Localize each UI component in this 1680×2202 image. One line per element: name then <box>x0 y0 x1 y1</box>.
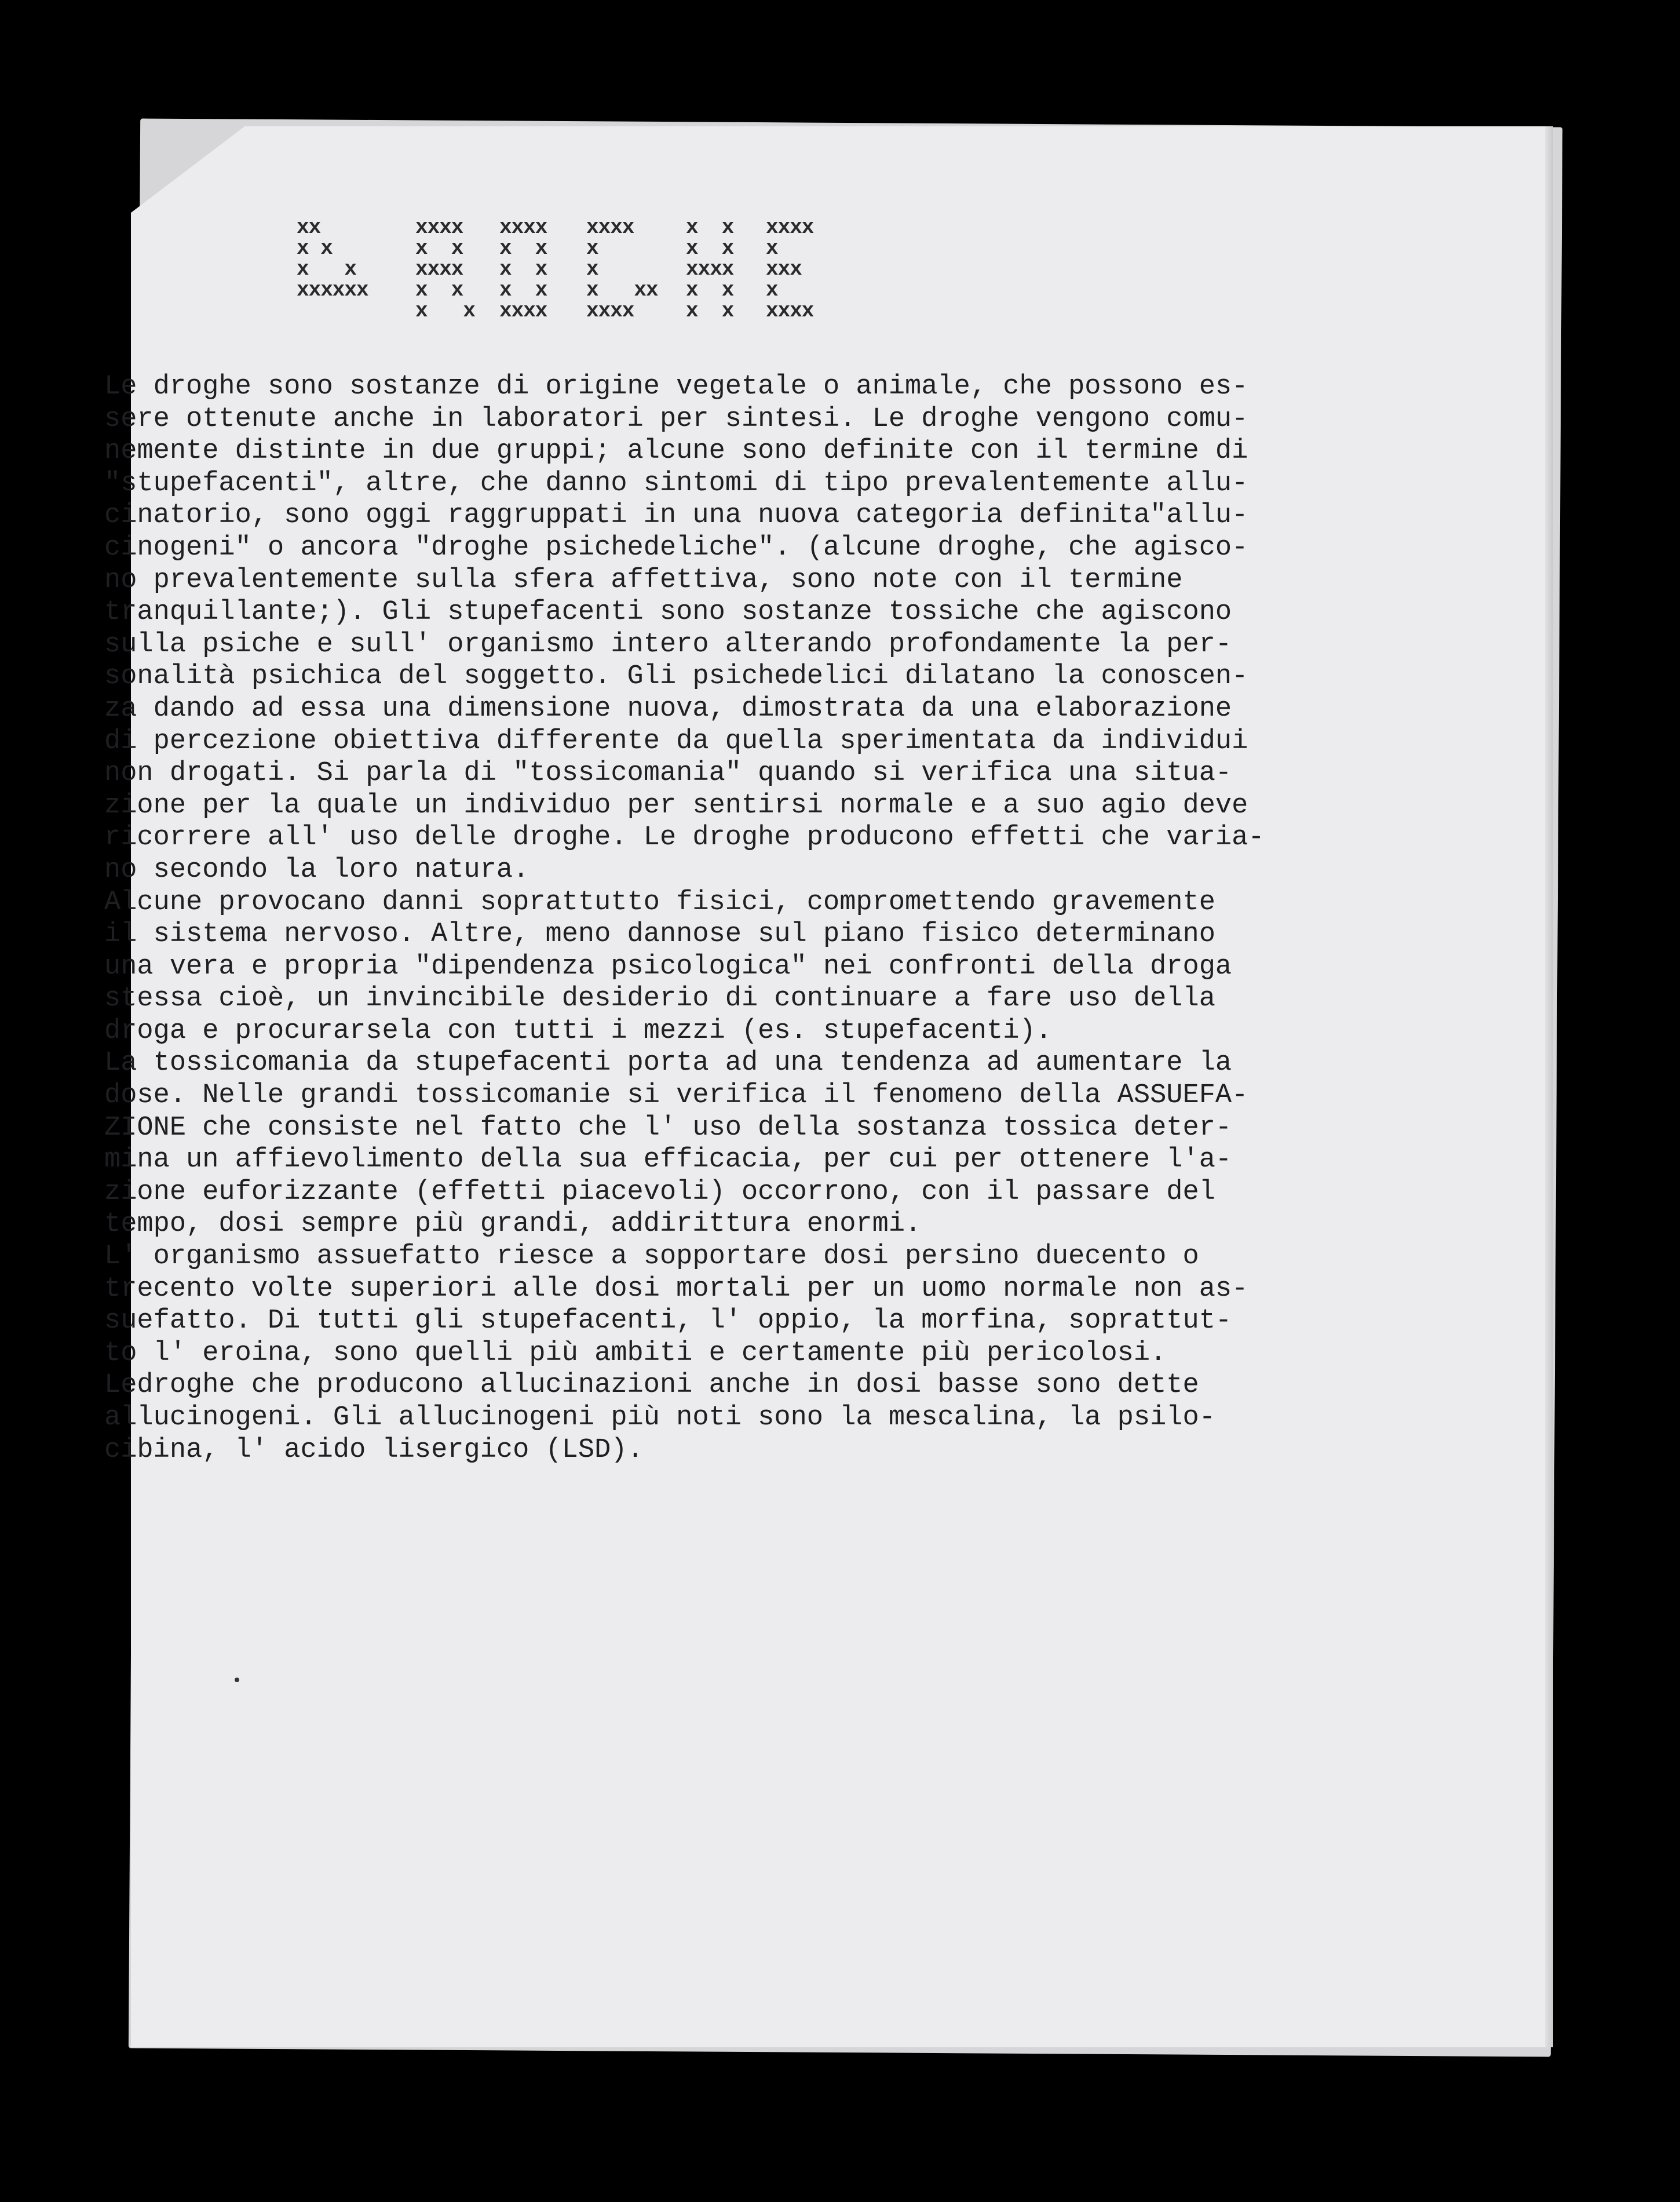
text-line: ZIONE che consiste nel fatto che l' uso della sostanza tossica deter- <box>104 1112 1232 1143</box>
text-line: dose. Nelle grandi tossicomanie si verifica il fenomeno della ASSUEFA- <box>104 1080 1248 1111</box>
title-letter-o: xxxx x x x x x x xxxx <box>499 216 547 323</box>
text-line: il sistema nervoso. Altre, meno dannose sul piano fisico determinano <box>104 919 1215 950</box>
text-line: La tossicomania da stupefacenti porta ad una tendenza ad aumentare la <box>104 1048 1232 1079</box>
text-line: stessa cioè, un invincibile desiderio di continuare a fare uso della <box>104 983 1215 1015</box>
text-line: sonalità psichica del soggetto. Gli psichedelici dilatano la conoscen- <box>104 661 1248 692</box>
text-line: non drogati. Si parla di "tossicomania" quando si verifica una situa- <box>104 758 1232 789</box>
text-line: sulla psiche e sull' organismo intero alterando profondamente la per- <box>104 629 1232 660</box>
text-line: cinatorio, sono oggi raggruppati in una nuova categoria definita"allu- <box>104 500 1248 531</box>
body-text <box>104 371 1408 1466</box>
text-line: cinogeni" o ancora "droghe psichedeliche". (alcune droghe, che agisco- <box>104 532 1248 563</box>
text-line: suefatto. Di tutti gli stupefacenti, l' oppio, la morfina, soprattut- <box>104 1306 1232 1337</box>
text-line: Le droghe sono sostanze di origine vegetale o animale, che possono es- <box>104 371 1248 402</box>
text-line: L' organismo assuefatto riesce a sopportare dosi persino duecento o <box>104 1241 1199 1273</box>
text-line: allucinogeni. Gli allucinogeni più noti sono la mescalina, la psilo- <box>104 1402 1215 1433</box>
text-line: di percezione obiettiva differente da quella sperimentata da individui <box>104 726 1248 757</box>
title-letter-d: xx x x x x xxxxxx <box>297 216 368 302</box>
text-line: zione euforizzante (effetti piacevoli) occorrono, con il passare del <box>104 1176 1215 1208</box>
title-letter-h: x x x x xxxx x x x x <box>686 216 734 323</box>
text-line: Alcune provocano danni soprattutto fisici, compromettendo gravemente <box>104 887 1215 918</box>
text-line: droga e procurarsela con tutti i mezzi (es. stupefacenti). <box>104 1015 1052 1047</box>
text-line: cibina, l' acido lisergico (LSD). <box>104 1434 644 1465</box>
text-line: mina un affievolimento della sua efficacia, per cui per ottenere l'a- <box>104 1144 1232 1176</box>
text-line: to l' eroina, sono quelli più ambiti e certamente più pericolosi. <box>104 1337 1167 1369</box>
text-line: no prevalentemente sulla sfera affettiva, sono note con il termine <box>104 564 1183 596</box>
text-line: una vera e propria "dipendenza psicologica" nei confronti della droga <box>104 951 1232 982</box>
title-letter-g: xxxx x x x xx xxxx <box>586 216 658 323</box>
text-line: nemente distinte in due gruppi; alcune sono definite con il termine di <box>104 436 1248 467</box>
text-line: "stupefacenti", altre, che danno sintomi di tipo prevalentemente allu- <box>104 468 1248 499</box>
text-line: tranquillante;). Gli stupefacenti sono sostanze tossiche che agiscono <box>104 597 1232 628</box>
text-line: trecento volte superiori alle dosi mortali per un uomo normale non as- <box>104 1273 1248 1304</box>
text-line: za dando ad essa una dimensione nuova, dimostrata da una elaborazione <box>104 693 1232 724</box>
text-line: sere ottenute anche in laboratori per sintesi. Le droghe vengono comu- <box>104 403 1248 435</box>
text-line: Ledroghe che producono allucinazioni anche in dosi basse sono dette <box>104 1370 1199 1401</box>
ink-speck <box>235 1678 239 1682</box>
text-line: no secondo la loro natura. <box>104 854 529 885</box>
text-line: ricorrere all' uso delle droghe. Le droghe producono effetti che varia- <box>104 822 1265 854</box>
title-letter-r: xxxx x x xxxx x x x x <box>415 216 476 323</box>
text-line: zione per la quale un individuo per sentirsi normale e a suo agio deve <box>104 790 1248 821</box>
text-line: tempo, dosi sempre più grandi, addirittura enormi. <box>104 1209 922 1240</box>
page-edge-shadow <box>1545 126 1553 2047</box>
title-letter-e: xxxx x xxx x xxxx <box>766 216 814 323</box>
